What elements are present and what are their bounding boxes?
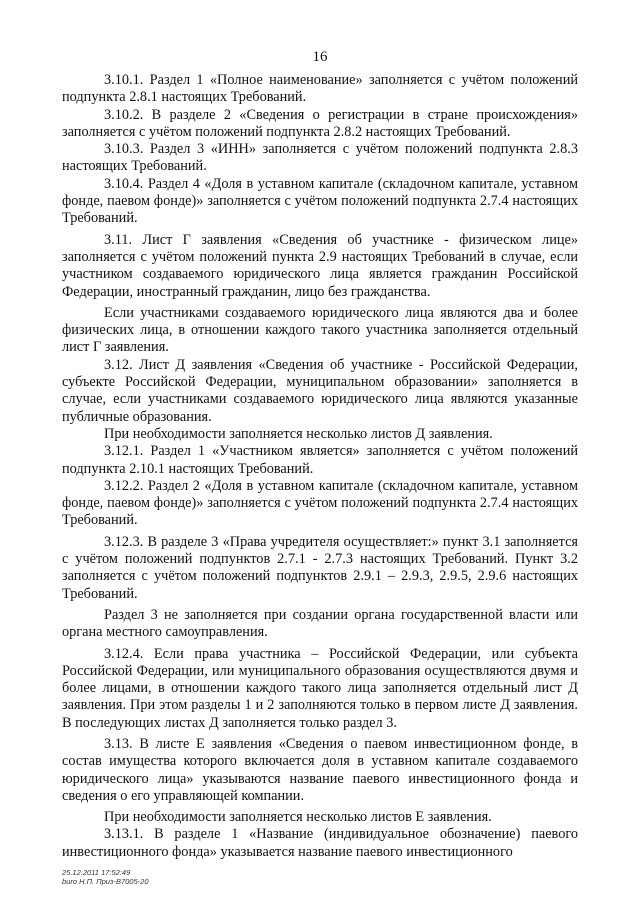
footer-stamp bbox=[62, 868, 148, 886]
paragraph-3-13-1: 3.13.1. В разделе 1 «Название (индивидуальное обозначение) паевого инвестиционного фонда» указывается название паевого инвестиционного bbox=[62, 826, 578, 860]
paragraph-3-13-note: При необходимости заполняется несколько листов Е заявления. bbox=[104, 809, 492, 826]
paragraph-3-12-3: 3.12.3. В разделе 3 «Права учредителя осуществляет:» пункт 3.1 заполняется с учётом положений подпунктов 2.7.1 - 2.7.3 настоящих Требований. Пункт 3.2 заполняется с учётом положений подпунктов 2.9.1 – 2.9.3, 2.9.5, 2.9.6 настоящих Требований. bbox=[62, 533, 578, 602]
footer-line-2: buro Н.П. Приз-В7005-20 bbox=[62, 877, 149, 886]
paragraph-3-13: 3.13. В листе Е заявления «Сведения о паевом инвестиционном фонде, в состав имущества которого включается доля в уставном капитале создаваемого юридического лица» указываются название паевого инвестиционного фонда и сведения о его управляющей компании. bbox=[62, 735, 578, 804]
paragraph-3-12: 3.12. Лист Д заявления «Сведения об участнике - Российской Федерации, субъекте Российской Федерации, муниципальном образовании» заполняется в случае, если участниками создаваемого юридического лица являются указанные публичные образования. bbox=[62, 356, 578, 425]
paragraph-3-11-note: Если участниками создаваемого юридического лица являются два и более физических лица, в отношении каждого такого участника заполняется отдельный лист Г заявления. bbox=[62, 304, 578, 356]
paragraph-3-12-2: 3.12.2. Раздел 2 «Доля в уставном капитале (складочном капитале, уставном фонде, паевом фонде)» заполняется с учётом положений подпункта 2.7.4 настоящих Требований. bbox=[62, 477, 578, 529]
page-number: 16 bbox=[312, 49, 328, 65]
paragraph-3-12-4: 3.12.4. Если права участника – Российской Федерации, или субъекта Российской Федерации, или муниципального образования осуществляются двумя и более лицами, в отношении каждого такого лица заполняется отдельный лист Д заявления. При этом разделы 1 и 2 заполняются только в первом листе Д заявления. В последующих листах Д заполняется только раздел 3. bbox=[62, 645, 578, 731]
footer-line-1: 25.12.2011 17:52:49 bbox=[62, 868, 131, 877]
paragraph-3-10-2: 3.10.2. В разделе 2 «Сведения о регистрации в стране происхождения» заполняется с учётом положений подпункта 2.8.2 настоящих Требований. bbox=[62, 106, 578, 140]
paragraph-3-10-3: 3.10.3. Раздел 3 «ИНН» заполняется с учётом положений подпункта 2.8.3 настоящих Требований. bbox=[62, 141, 578, 175]
paragraph-3-12-note: При необходимости заполняется несколько листов Д заявления. bbox=[104, 425, 493, 442]
document-body bbox=[62, 72, 578, 861]
paragraph-3-11: 3.11. Лист Г заявления «Сведения об участнике - физическом лице» заполняется с учётом положений пункта 2.9 настоящих Требований в случае, если участником создаваемого юридического лица является гражданин Российской Федерации, иностранный гражданин, лицо без гражданства. bbox=[62, 231, 578, 300]
paragraph-3-10-1: 3.10.1. Раздел 1 «Полное наименование» заполняется с учётом положений подпункта 2.8.1 настоящих Требований. bbox=[62, 72, 578, 106]
paragraph-3-12-3-note: Раздел 3 не заполняется при создании органа государственной власти или органа местного самоуправления. bbox=[62, 606, 578, 641]
paragraph-3-12-1: 3.12.1. Раздел 1 «Участником является» заполняется с учётом положений подпункта 2.10.1 настоящих Требований. bbox=[62, 443, 578, 477]
paragraph-3-10-4: 3.10.4. Раздел 4 «Доля в уставном капитале (складочном капитале, уставном фонде, паевом фонде)» заполняется с учётом положений подпункта 2.7.4 настоящих Требований. bbox=[62, 175, 578, 227]
